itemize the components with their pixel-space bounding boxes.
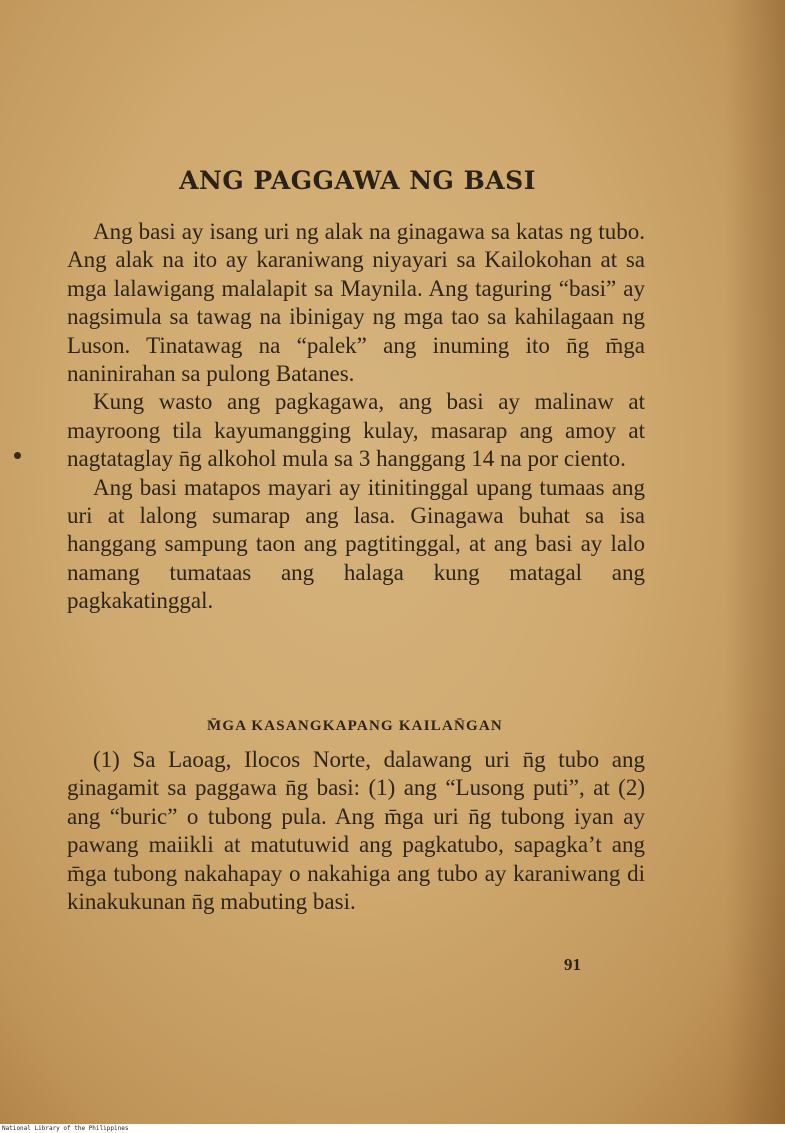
library-credit: National Library of the Philippines [2, 1125, 129, 1132]
paragraph: Ang basi matapos mayari ay itinitinggal upang tumaas ang uri at lalong sumarap ang lasa. Ginagawa buhat sa isa hanggang sampung taon ang pagtitinggal, at ang basi ay lalo namang tumataas ang halaga kung matagal ang pagkakatinggal. [67, 474, 645, 614]
footer-bar [0, 1124, 785, 1133]
paragraph: Kung wasto ang pagkagawa, ang basi ay malinaw at mayroong tila kayumangging kulay, masarap ang amoy at nagtataglay n̄g alkohol mula sa 3 hanggang 14 na por ciento. [67, 389, 645, 472]
paragraph: Ang basi ay isang uri ng alak na ginagawa sa katas ng tubo. Ang alak na ito ay karaniwang niyayari sa Kailokohan at sa mga lalawigang malalapit sa Maynila. Ang taguring “basi” ay nagsimula sa tawag na ibinigay ng mga tao sa kahilagaan ng Luson. Tinatawag na “palek” ang inuming ito n̄g m̄ga naninirahan sa pulong Batanes. [67, 219, 645, 387]
ink-blot-mark [14, 452, 21, 459]
paragraph: (1) Sa Laoag, Ilocos Norte, dalawang uri n̄g tubo ang ginagamit sa paggawa n̄g basi: (1) ang “Lusong puti”, at (2) ang “buric” o tubong pula. Ang m̄ga uri n̄g tubong iyan ay pawang maiikli at matutuwid ang pagkatubo, sapagka’t ang m̄ga tubong nakahapay o nakahiga ang tubo ay karaniwang di kinakukunan n̄g mabuting basi. [67, 747, 645, 915]
body-text-section-1 [67, 218, 645, 616]
page-number: 91 [564, 955, 581, 974]
section-heading: M̄GA KASANGKAPANG KAILAN̄GAN [207, 718, 503, 734]
body-text-section-2 [67, 746, 645, 916]
page-title: ANG PAGGAWA NG BASI [179, 166, 536, 195]
